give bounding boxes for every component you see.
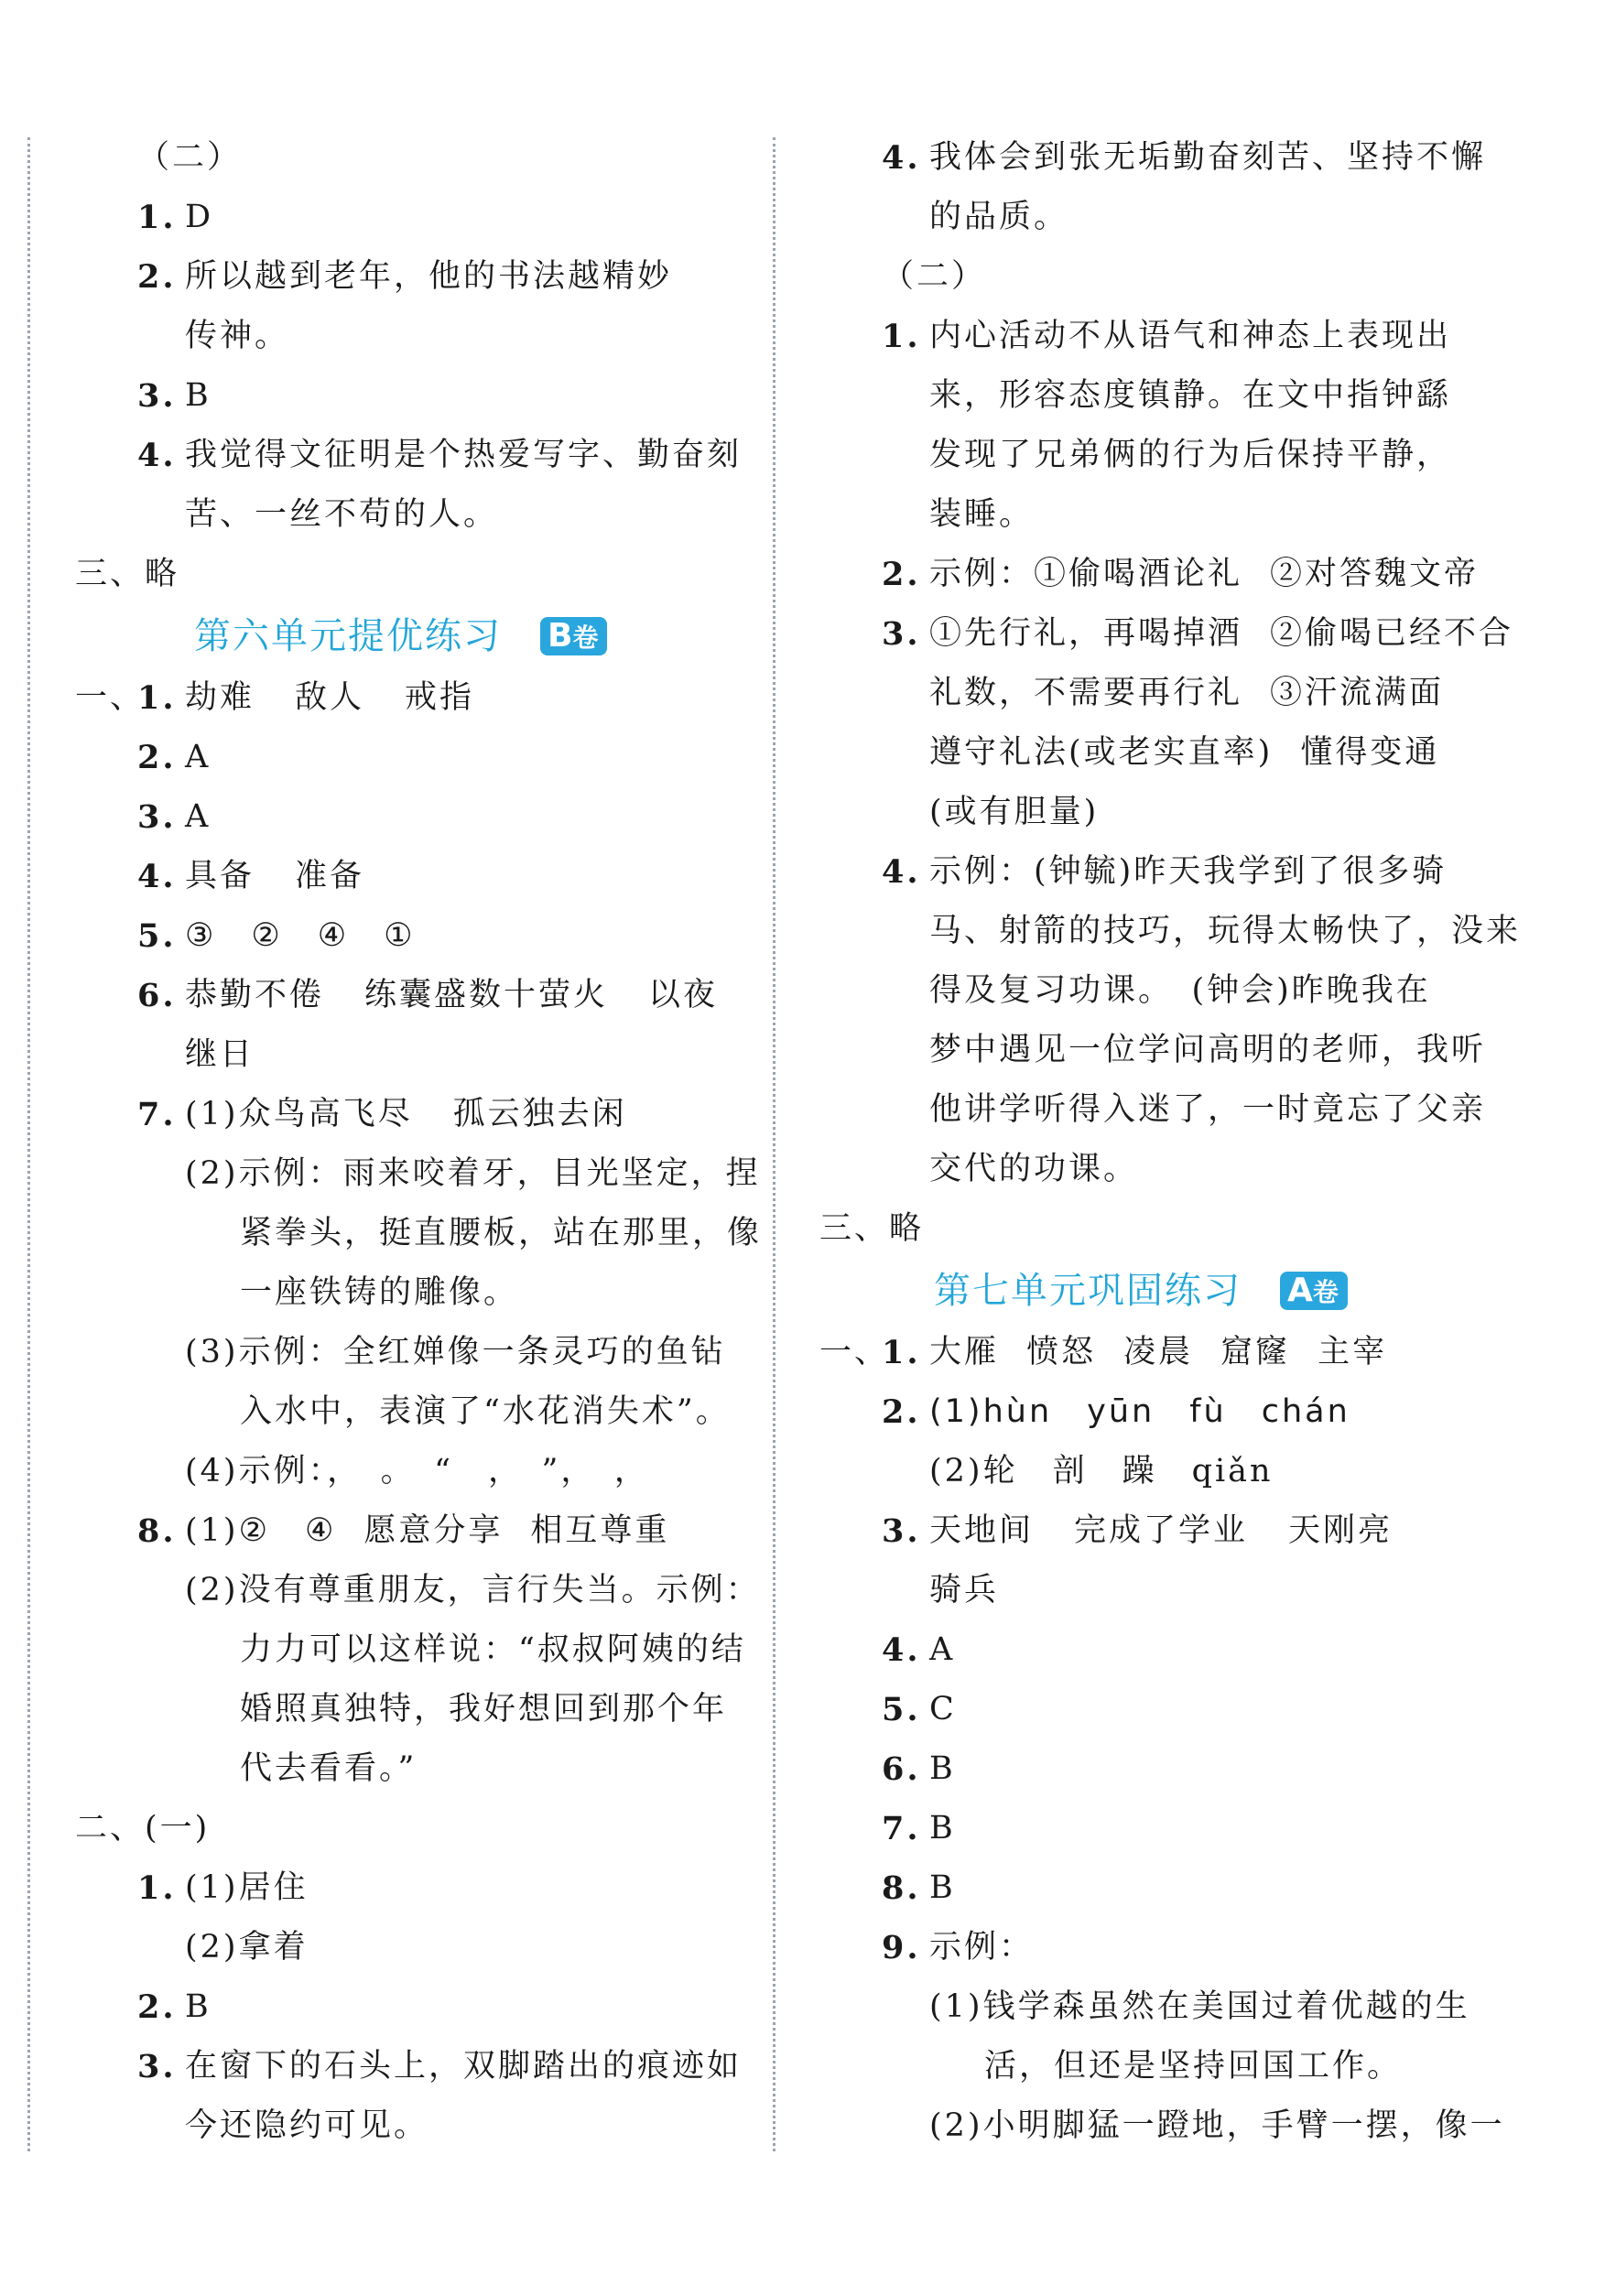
answer-line: （二） (882, 258, 987, 295)
answer-line: 3. B (137, 377, 211, 415)
answer-line: 紧拳头，挺直腰板，站在那里，像 (240, 1215, 763, 1251)
answer-line: 4. A (882, 1631, 956, 1669)
answer-line: 代去看看。” (240, 1750, 418, 1787)
answer-line: (3)示例：全红婵像一条灵巧的鱼钻 (185, 1334, 726, 1370)
answer-line: (1)钱学森虽然在美国过着优越的生 (929, 1988, 1470, 2025)
answer-line: 的品质。 (929, 199, 1069, 235)
answer-line: 5. ③ ② ④ ① (137, 917, 416, 955)
answer-line: 骑兵 (929, 1572, 1000, 1608)
left-margin-dotted-line (27, 137, 30, 2151)
answer-line: 5. C (882, 1691, 957, 1728)
answer-line: 继日 (185, 1036, 255, 1073)
answer-line: 一、 1. 大雁 愤怒 凌晨 窟窿 主宰 (819, 1334, 1388, 1371)
answer-line: 传神。 (185, 318, 290, 354)
answer-line: 2. A (137, 739, 211, 776)
answer-line: 遵守礼法(或老实直率) 懂得变通 (929, 734, 1440, 771)
answer-line: (2)示例：雨来咬着牙，目光坚定，捏 (185, 1155, 761, 1192)
answer-line: 得及复习功课。 (钟会)昨晚我在 (929, 972, 1431, 1009)
answer-line: (4)示例：， 。 “ ， ”， ， (185, 1453, 649, 1489)
answer-line: (2)小明脚猛一蹬地，手臂一摆，像一 (929, 2107, 1505, 2144)
answer-line: 4. 示例：(钟毓)昨天我学到了很多骑 (882, 853, 1448, 891)
answer-line: 活，但还是坚持回国工作。 (984, 2048, 1403, 2085)
answer-line: 2. 所以越到老年，他的书法越精妙 (137, 258, 673, 296)
answer-line: 3. A (137, 798, 211, 836)
answer-line: 梦中遇见一位学问高明的老师，我听 (929, 1032, 1487, 1068)
answer-line: 入水中，表演了“水花消失术”。 (240, 1393, 731, 1430)
answer-line: 一、 1. 劫难 敌人 戒指 (75, 679, 475, 717)
answer-line: 8. B (882, 1869, 956, 1907)
answer-line: 1. 内心活动不从语气和神态上表现出 (882, 318, 1452, 355)
answer-line: 发现了兄弟俩的行为后保持平静， (929, 437, 1452, 473)
answer-line: 3. ①先行礼，再喝掉酒 ②偷喝已经不合 (882, 615, 1514, 653)
right-column (819, 128, 1522, 2156)
answer-line: 今还隐约可见。 (185, 2107, 429, 2144)
answer-line: 3. 在窗下的石头上，双脚踏出的痕迹如 (137, 2048, 743, 2085)
answer-line: 8. (1)② ④ 愿意分享 相互尊重 (137, 1512, 670, 1550)
badge-b-volume: B卷 (540, 617, 607, 655)
section-heading: 二、(一) (75, 1810, 211, 1847)
answer-line: 婚照真独特，我好想回到那个年 (240, 1691, 728, 1727)
answer-line: (或有胆量) (929, 794, 1100, 830)
answer-line: 6. B (882, 1750, 956, 1788)
answer-line: （二） (137, 139, 243, 176)
answer-line: 2. (1)hùn yūn fù chán (882, 1393, 1350, 1431)
answer-line: 1. (1)居住 (137, 1869, 309, 1907)
answer-line: 4. 我体会到张无垢勤奋刻苦、坚持不懈 (882, 139, 1487, 177)
answer-line: 1. D (137, 199, 214, 236)
answer-line: 7. B (882, 1810, 956, 1847)
answer-line: 4. 我觉得文征明是个热爱写字、勤奋刻 (137, 437, 743, 474)
answer-line: 装睡。 (929, 496, 1035, 533)
answer-line: 苦、一丝不苟的人。 (185, 496, 499, 533)
answer-line: 马、射箭的技巧，玩得太畅快了，没来 (929, 913, 1522, 949)
answer-line: 礼数，不需要再行礼 ③汗流满面 (929, 675, 1445, 711)
answer-line: (2)轮 剖 躁 qiǎn (929, 1453, 1274, 1489)
answer-line: 3. 天地间 完成了学业 天刚亮 (882, 1512, 1394, 1550)
answer-line: 6. 恭勤不倦 练囊盛数十萤火 以夜 (137, 977, 719, 1014)
section-heading: 三、略 (819, 1210, 925, 1247)
answer-line: 4. 具备 准备 (137, 858, 365, 895)
answer-line: 一座铁铸的雕像。 (240, 1274, 519, 1311)
column-divider-dotted-line (773, 137, 775, 2151)
answer-line: 2. B (137, 1988, 211, 2026)
left-column (75, 128, 763, 2156)
answer-line: 交代的功课。 (929, 1151, 1139, 1187)
section-heading: 三、略 (75, 556, 180, 592)
unit-title: 第六单元提优练习 B卷 (75, 604, 743, 668)
answer-line: (2)拿着 (185, 1929, 309, 1966)
answer-line: 9. 示例： (882, 1929, 1035, 1966)
answer-line: 力力可以这样说：“叔叔阿姨的结 (240, 1631, 746, 1668)
unit-title: 第七单元巩固练习 A卷 (819, 1259, 1488, 1323)
answer-line: (2)没有尊重朋友，言行失当。示例： (185, 1572, 761, 1608)
badge-a-volume: A卷 (1280, 1272, 1348, 1310)
answer-line: 2. 示例：①偷喝酒论礼 ②对答魏文帝 (882, 556, 1480, 593)
answer-line: 他讲学听得入迷了，一时竟忘了父亲 (929, 1091, 1487, 1128)
answer-line: 7. (1)众鸟高飞尽 孤云独去闲 (137, 1096, 627, 1133)
answer-line: 来，形容态度镇静。在文中指钟繇 (929, 377, 1452, 414)
